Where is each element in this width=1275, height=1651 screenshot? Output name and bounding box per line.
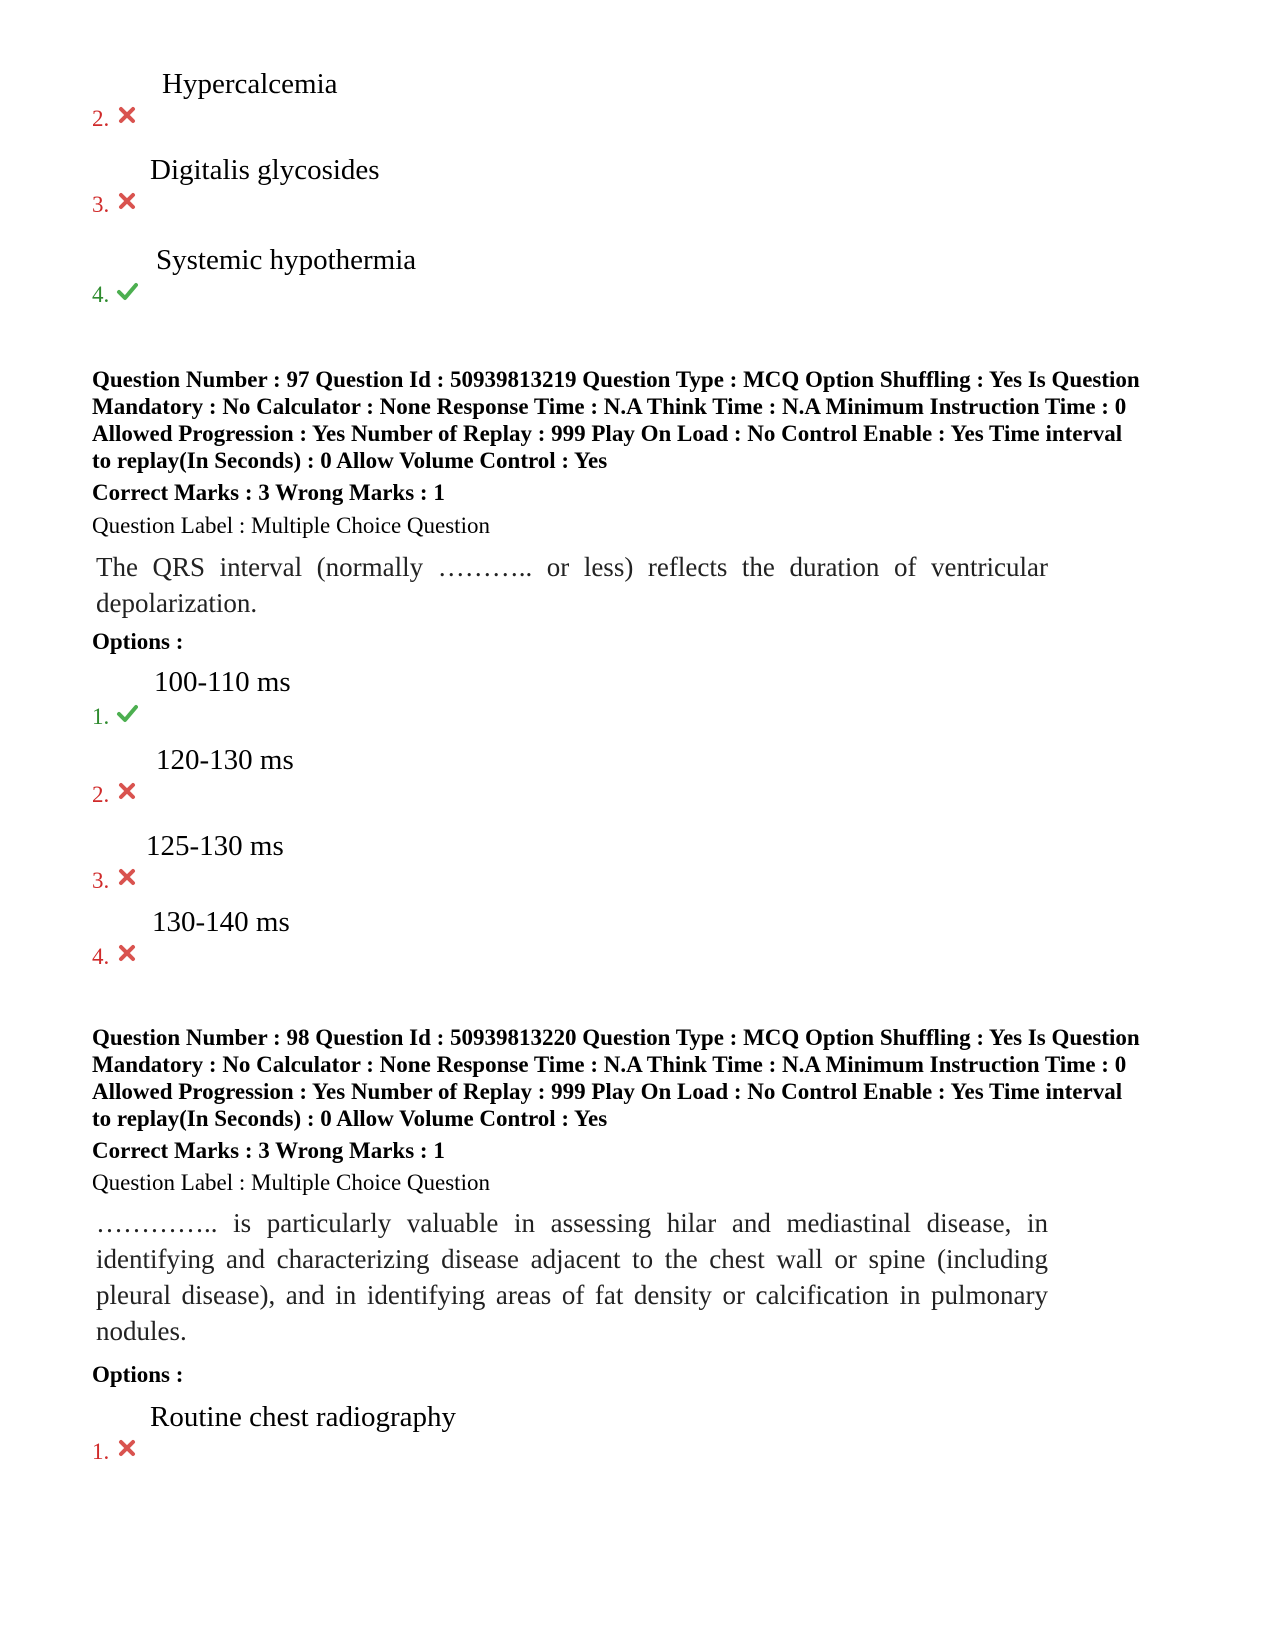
- option-text: 125-130 ms: [146, 830, 284, 862]
- question-label: Question Label : Multiple Choice Question: [92, 513, 490, 538]
- option-number: 1.: [92, 1439, 110, 1464]
- option-number: 2.: [92, 106, 110, 131]
- option-number: 2.: [92, 782, 110, 807]
- option-number: 1.: [92, 704, 110, 729]
- check-icon: [116, 280, 138, 302]
- option-text: Systemic hypothermia: [156, 244, 417, 276]
- cross-icon: [116, 780, 138, 802]
- cross-icon: [116, 942, 138, 964]
- question-text: The QRS interval (normally ……….. or less) reflects the duration of ventricular depolarization.: [96, 552, 1048, 618]
- option-number: 4.: [92, 944, 110, 969]
- option-text: Routine chest radiography: [150, 1401, 457, 1433]
- question-marks: Correct Marks : 3 Wrong Marks : 1: [92, 1138, 445, 1163]
- options-heading: Options :: [92, 1362, 184, 1387]
- cross-icon: [116, 104, 138, 126]
- cross-icon: [116, 866, 138, 888]
- question-label: Question Label : Multiple Choice Question: [92, 1170, 490, 1195]
- options-heading: Options :: [92, 629, 184, 654]
- question-text: ………….. is particularly valuable in assessing hilar and mediastinal disease, in identifying and characterizing disease adjacent to the chest wall or spine (including pleural disease), and in identifying areas of fat density or calcification in pulmonary nodules.: [96, 1208, 1048, 1346]
- option-number: 3.: [92, 868, 110, 893]
- option-text: 130-140 ms: [152, 906, 290, 938]
- question-header: Question Number : 98 Question Id : 50939813220 Question Type : MCQ Option Shuffling : Yes Is Question Mandatory : No Calculator : None Response Time : N.A Think Time : N.A Minimum Instruction Time : 0 Allowed Progression : Yes Number of Replay : 999 Play On Load : No Control Enable : Yes Time interval to replay(In Seconds) : 0 Allow Volume Control : Yes: [92, 1025, 1140, 1131]
- question-header: Question Number : 97 Question Id : 50939813219 Question Type : MCQ Option Shuffling : Yes Is Question Mandatory : No Calculator : None Response Time : N.A Think Time : N.A Minimum Instruction Time : 0 Allowed Progression : Yes Number of Replay : 999 Play On Load : No Control Enable : Yes Time interval to replay(In Seconds) : 0 Allow Volume Control : Yes: [92, 367, 1140, 473]
- option-text: Hypercalcemia: [162, 68, 338, 100]
- option-text: Digitalis glycosides: [150, 154, 380, 186]
- option-text: 100-110 ms: [154, 666, 291, 698]
- cross-icon: [116, 190, 138, 212]
- option-number: 3.: [92, 192, 110, 217]
- cross-icon: [116, 1437, 138, 1459]
- option-number: 4.: [92, 282, 110, 307]
- check-icon: [116, 702, 138, 724]
- option-text: 120-130 ms: [156, 744, 294, 776]
- question-marks: Correct Marks : 3 Wrong Marks : 1: [92, 480, 445, 505]
